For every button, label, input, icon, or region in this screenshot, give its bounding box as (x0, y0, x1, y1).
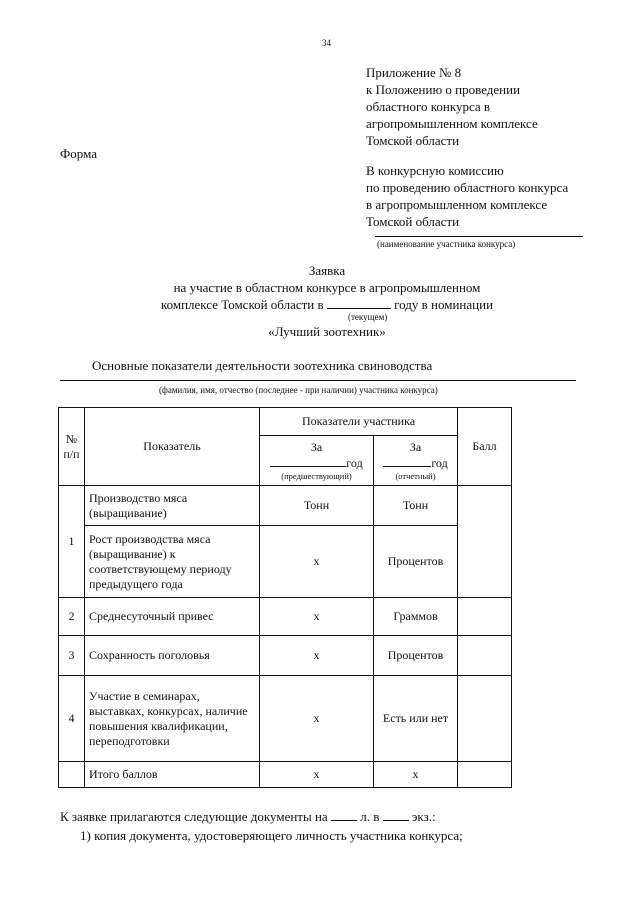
row-num: 2 (59, 598, 85, 636)
addressee-line: Томской области (366, 214, 460, 229)
row-indicator: Производство мяса (выращивание) (85, 486, 260, 526)
header-god: год (346, 456, 363, 470)
fullname-line[interactable] (60, 380, 576, 381)
addressee-line: В конкурсную комиссию (366, 163, 504, 178)
title-text: комплексе Томской области в (160, 297, 324, 312)
row-cur: Есть или нет (374, 676, 458, 762)
addressee-line: в агропромышленном комплексе (366, 197, 548, 212)
row-cur: х (374, 762, 458, 788)
copies-blank[interactable] (383, 809, 409, 821)
prev-year-blank[interactable] (270, 455, 346, 467)
row-score[interactable] (458, 486, 512, 598)
year-blank[interactable] (327, 297, 391, 309)
row-indicator: Среднесуточный привес (85, 598, 260, 636)
application-title-line (0, 297, 640, 313)
row-prev: х (260, 526, 374, 598)
appendix-line: к Положению о проведении (366, 82, 521, 97)
attachments-text: К заявке прилагаются следующие документы на (60, 809, 328, 824)
row-cur: Граммов (374, 598, 458, 636)
table-row (59, 486, 512, 526)
application-title-line: на участие в областном конкурсе в агропромышленном (173, 280, 481, 295)
appendix-line: областного конкурса в (366, 99, 491, 114)
header-num: № п/п (59, 408, 85, 486)
attachment-item: 1) копия документа, удостоверяющего личность участника конкурса; (80, 828, 463, 843)
header-god: год (431, 456, 448, 470)
table-row (59, 636, 512, 676)
header-za: За (409, 440, 422, 454)
participant-name-line[interactable] (375, 236, 583, 237)
row-score[interactable] (458, 598, 512, 636)
row-indicator: Итого баллов (85, 762, 260, 788)
row-num: 4 (59, 676, 85, 762)
addressee-line: по проведению областного конкурса (366, 180, 569, 195)
prev-year-hint: (предшествующий) (281, 471, 352, 481)
row-score[interactable] (458, 762, 512, 788)
header-participant: Показатели участника (260, 408, 458, 436)
fullname-hint: (фамилия, имя, отчество (последнее - при наличии) участника конкурса) (159, 385, 438, 395)
cur-year-blank[interactable] (383, 455, 431, 467)
attachments-intro (60, 809, 436, 825)
attachments-text: л. в (360, 809, 380, 824)
row-prev: х (260, 598, 374, 636)
row-prev: х (260, 676, 374, 762)
row-num (59, 762, 85, 788)
table-row (59, 526, 512, 598)
indicators-table (58, 407, 512, 788)
appendix-line: Томской области (366, 133, 460, 148)
row-prev: х (260, 762, 374, 788)
row-score[interactable] (458, 636, 512, 676)
header-cur-year (374, 436, 458, 486)
section-title: Основные показатели деятельности зоотехника свиноводства (92, 358, 433, 373)
header-prev-year (260, 436, 374, 486)
attachments-text: экз.: (411, 809, 436, 824)
row-score[interactable] (458, 676, 512, 762)
nomination: «Лучший зоотехник» (268, 324, 386, 339)
header-indicator: Показатель (85, 408, 260, 486)
row-cur: Процентов (374, 526, 458, 598)
row-prev: Тонн (260, 486, 374, 526)
row-num: 3 (59, 636, 85, 676)
row-indicator: Сохранность поголовья (85, 636, 260, 676)
table-row (59, 676, 512, 762)
form-label: Форма (60, 146, 97, 161)
row-cur: Тонн (374, 486, 458, 526)
header-score: Балл (458, 408, 512, 486)
application-heading: Заявка (308, 263, 346, 278)
row-indicator: Участие в семинарах, выставках, конкурсах, наличие повышения квалификации, переподготовки (85, 676, 260, 762)
participant-name-hint: (наименование участника конкурса) (377, 239, 516, 249)
table-row (59, 598, 512, 636)
cur-year-hint: (отчетный) (395, 471, 436, 481)
pages-blank[interactable] (331, 809, 357, 821)
row-num: 1 (59, 486, 85, 598)
row-cur: Процентов (374, 636, 458, 676)
row-indicator: Рост производства мяса (выращивание) к соответствующему периоду предыдущего года (85, 526, 260, 598)
row-prev: х (260, 636, 374, 676)
current-year-hint: (текущем) (348, 312, 388, 322)
appendix-line: агропромышленном комплексе (366, 116, 538, 131)
header-za: За (310, 440, 323, 454)
title-text: году в номинации (394, 297, 494, 312)
appendix-line: Приложение № 8 (366, 65, 462, 80)
page-number: 34 (322, 38, 331, 48)
table-row (59, 762, 512, 788)
